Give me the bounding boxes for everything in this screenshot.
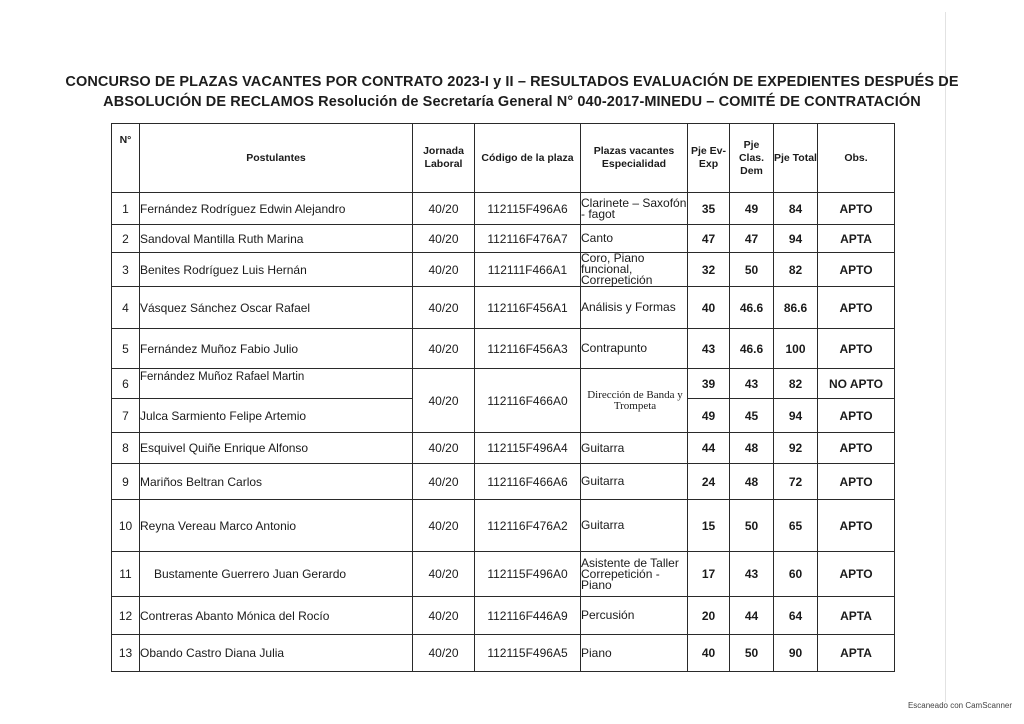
- plaza-cell: Análisis y Formas: [581, 287, 688, 329]
- pje-ev-cell: 40: [688, 635, 730, 672]
- pje-clas-cell: 50: [730, 253, 774, 287]
- codigo-cell: 112116F476A7: [475, 225, 581, 253]
- codigo-cell: 112115F496A0: [475, 552, 581, 597]
- postulante-name: Fernández Muñoz Fabio Julio: [140, 329, 413, 369]
- jornada-cell: 40/20: [413, 225, 475, 253]
- pje-ev-cell: 24: [688, 464, 730, 500]
- pje-clas-cell: 44: [730, 597, 774, 635]
- codigo-cell: 112116F446A9: [475, 597, 581, 635]
- codigo-cell: 112115F496A6: [475, 193, 581, 225]
- table-row: [112, 193, 895, 225]
- pje-clas-cell: 43: [730, 552, 774, 597]
- results-table: [111, 123, 895, 672]
- scanner-watermark: Escaneado con CamScanner: [907, 701, 1012, 710]
- plaza-cell: Contrapunto: [581, 329, 688, 369]
- postulante-name: Reyna Vereau Marco Antonio: [140, 500, 413, 552]
- table-row: [112, 500, 895, 552]
- pje-total-cell: 90: [774, 635, 818, 672]
- row-number: 10: [112, 500, 140, 552]
- pje-clas-cell: 46.6: [730, 329, 774, 369]
- pje-total-cell: 82: [774, 253, 818, 287]
- document-title: [60, 72, 964, 112]
- table-row: [112, 287, 895, 329]
- postulante-name: Obando Castro Diana Julia: [140, 635, 413, 672]
- table-row: [112, 225, 895, 253]
- pje-total-cell: 92: [774, 433, 818, 464]
- jornada-cell: 40/20: [413, 635, 475, 672]
- plaza-cell: Clarinete – Saxofón - fagot: [581, 193, 688, 225]
- pje-total-cell: 65: [774, 500, 818, 552]
- pje-total-cell: 94: [774, 399, 818, 433]
- postulante-name: Benites Rodríguez Luis Hernán: [140, 253, 413, 287]
- row-number: 7: [112, 399, 140, 433]
- postulante-name: Fernández Rodríguez Edwin Alejandro: [140, 193, 413, 225]
- table-row: [112, 253, 895, 287]
- postulante-name: Fernández Muñoz Rafael Martin: [140, 369, 413, 399]
- codigo-cell: 112116F456A3: [475, 329, 581, 369]
- codigo-cell: 112115F496A5: [475, 635, 581, 672]
- row-number: 6: [112, 369, 140, 399]
- pje-clas-cell: 45: [730, 399, 774, 433]
- obs-cell: APTA: [818, 597, 895, 635]
- row-number: 4: [112, 287, 140, 329]
- codigo-cell: 112111F466A1: [475, 253, 581, 287]
- pje-clas-cell: 49: [730, 193, 774, 225]
- jornada-cell: 40/20: [413, 597, 475, 635]
- jornada-cell: 40/20: [413, 369, 475, 433]
- table-row: [112, 597, 895, 635]
- pje-ev-cell: 32: [688, 253, 730, 287]
- header-codigo: Código de la plaza: [475, 124, 581, 193]
- pje-total-cell: 100: [774, 329, 818, 369]
- table-row: [112, 464, 895, 500]
- obs-cell: APTO: [818, 329, 895, 369]
- pje-ev-cell: 15: [688, 500, 730, 552]
- table-row: [112, 369, 895, 399]
- row-number: 12: [112, 597, 140, 635]
- row-number: 13: [112, 635, 140, 672]
- obs-cell: APTA: [818, 225, 895, 253]
- jornada-cell: 40/20: [413, 287, 475, 329]
- header-pje-total: Pje Total: [774, 124, 818, 193]
- pje-clas-cell: 43: [730, 369, 774, 399]
- jornada-cell: 40/20: [413, 500, 475, 552]
- table-row: [112, 635, 895, 672]
- obs-cell: APTA: [818, 635, 895, 672]
- codigo-cell: 112116F466A6: [475, 464, 581, 500]
- header-pje-clas: Pje Clas. Dem: [730, 124, 774, 193]
- page-edge-shadow: [945, 12, 946, 702]
- pje-ev-cell: 17: [688, 552, 730, 597]
- plaza-cell: Coro, Piano funcional, Correpetición: [581, 253, 688, 287]
- pje-clas-cell: 47: [730, 225, 774, 253]
- row-number: 8: [112, 433, 140, 464]
- pje-total-cell: 60: [774, 552, 818, 597]
- obs-cell: APTO: [818, 500, 895, 552]
- header-plazas: Plazas vacantes Especialidad: [581, 124, 688, 193]
- postulante-name: Mariños Beltran Carlos: [140, 464, 413, 500]
- row-number: 9: [112, 464, 140, 500]
- pje-clas-cell: 46.6: [730, 287, 774, 329]
- codigo-cell: 112116F476A2: [475, 500, 581, 552]
- jornada-cell: 40/20: [413, 193, 475, 225]
- pje-clas-cell: 48: [730, 433, 774, 464]
- table-row: [112, 329, 895, 369]
- header-postulantes: Postulantes: [140, 124, 413, 193]
- pje-ev-cell: 47: [688, 225, 730, 253]
- obs-cell: APTO: [818, 193, 895, 225]
- plaza-cell: Guitarra: [581, 433, 688, 464]
- obs-cell: APTO: [818, 552, 895, 597]
- pje-total-cell: 86.6: [774, 287, 818, 329]
- pje-clas-cell: 50: [730, 500, 774, 552]
- plaza-cell: Canto: [581, 225, 688, 253]
- obs-cell: APTO: [818, 253, 895, 287]
- table-header-row: [112, 124, 895, 193]
- obs-cell: APTO: [818, 399, 895, 433]
- obs-cell: APTO: [818, 464, 895, 500]
- pje-total-cell: 82: [774, 369, 818, 399]
- postulante-name: Sandoval Mantilla Ruth Marina: [140, 225, 413, 253]
- codigo-cell: 112116F466A0: [475, 369, 581, 433]
- row-number: 5: [112, 329, 140, 369]
- plaza-cell: Guitarra: [581, 464, 688, 500]
- header-pje-ev: Pje Ev- Exp: [688, 124, 730, 193]
- pje-total-cell: 94: [774, 225, 818, 253]
- row-number: 11: [112, 552, 140, 597]
- row-number: 3: [112, 253, 140, 287]
- pje-ev-cell: 49: [688, 399, 730, 433]
- postulante-name: Vásquez Sánchez Oscar Rafael: [140, 287, 413, 329]
- jornada-cell: 40/20: [413, 464, 475, 500]
- table-row: [112, 552, 895, 597]
- pje-total-cell: 84: [774, 193, 818, 225]
- pje-ev-cell: 20: [688, 597, 730, 635]
- postulante-name: Contreras Abanto Mónica del Rocío: [140, 597, 413, 635]
- header-obs: Obs.: [818, 124, 895, 193]
- plaza-cell: Dirección de Banda y Trompeta: [581, 369, 688, 433]
- postulante-name: Bustamente Guerrero Juan Gerardo: [140, 552, 413, 597]
- plaza-cell: Piano: [581, 635, 688, 672]
- plaza-cell: Percusión: [581, 597, 688, 635]
- pje-clas-cell: 50: [730, 635, 774, 672]
- table-row: [112, 433, 895, 464]
- plaza-cell: Guitarra: [581, 500, 688, 552]
- pje-total-cell: 72: [774, 464, 818, 500]
- header-jornada: Jornada Laboral: [413, 124, 475, 193]
- pje-ev-cell: 35: [688, 193, 730, 225]
- row-number: 1: [112, 193, 140, 225]
- row-number: 2: [112, 225, 140, 253]
- jornada-cell: 40/20: [413, 253, 475, 287]
- obs-cell: APTO: [818, 433, 895, 464]
- pje-ev-cell: 44: [688, 433, 730, 464]
- jornada-cell: 40/20: [413, 552, 475, 597]
- pje-ev-cell: 40: [688, 287, 730, 329]
- title-line-1: CONCURSO DE PLAZAS VACANTES POR CONTRATO 2023-I y II – RESULTADOS EVALUACIÓN DE EXPEDIENTES DESPUÉS DE: [65, 74, 959, 90]
- jornada-cell: 40/20: [413, 433, 475, 464]
- obs-cell: APTO: [818, 287, 895, 329]
- postulante-name: Julca Sarmiento Felipe Artemio: [140, 399, 413, 433]
- codigo-cell: 112116F456A1: [475, 287, 581, 329]
- jornada-cell: 40/20: [413, 329, 475, 369]
- obs-cell: NO APTO: [818, 369, 895, 399]
- postulante-name: Esquivel Quiñe Enrique Alfonso: [140, 433, 413, 464]
- pje-clas-cell: 48: [730, 464, 774, 500]
- pje-ev-cell: 39: [688, 369, 730, 399]
- plaza-cell: Asistente de Taller Correpetición - Piano: [581, 552, 688, 597]
- header-num: N°: [112, 124, 140, 193]
- pje-total-cell: 64: [774, 597, 818, 635]
- pje-ev-cell: 43: [688, 329, 730, 369]
- codigo-cell: 112115F496A4: [475, 433, 581, 464]
- title-line-2: ABSOLUCIÓN DE RECLAMOS Resolución de Secretaría General N° 040-2017-MINEDU – COMITÉ DE CONTRATACIÓN: [103, 94, 921, 110]
